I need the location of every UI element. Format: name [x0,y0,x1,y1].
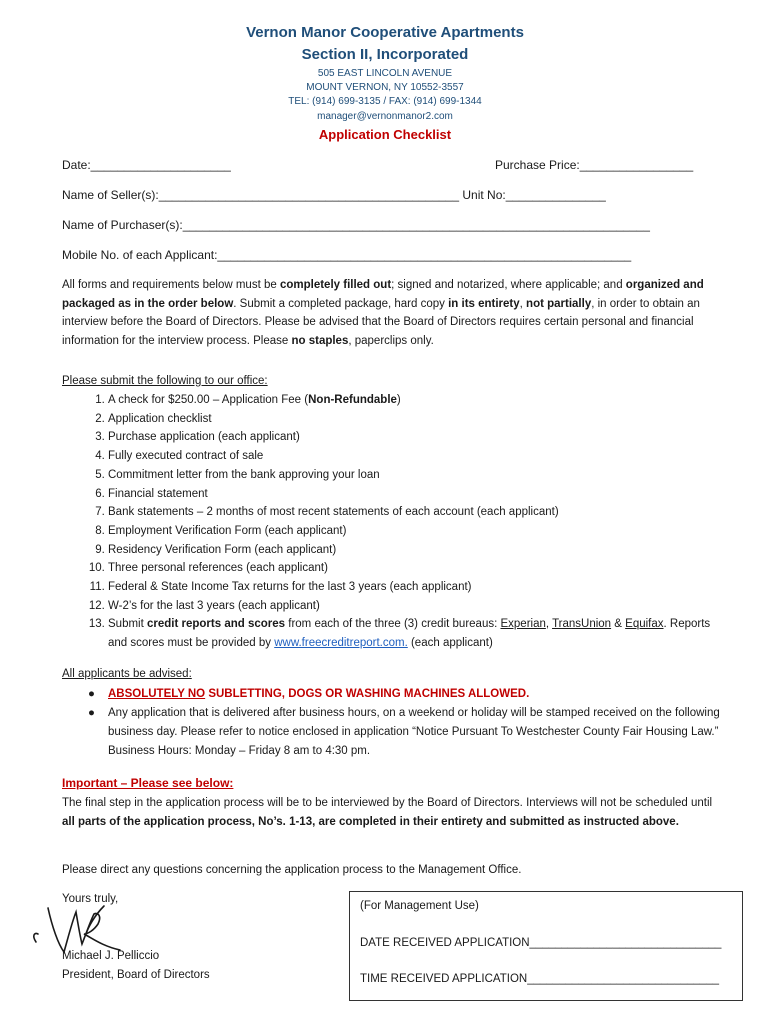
list-item: 7. Bank statements – 2 months of most recent statements of each account (each applicant) [108,503,718,522]
list-item: 10. Three personal references (each applicant) [108,559,718,578]
list-item: ● ABSOLUTELY NO SUBLETTING, DOGS OR WASHING MACHINES ALLOWED. [108,685,720,704]
list-item: 5. Commitment letter from the bank approving your loan [108,466,718,485]
transunion-link[interactable]: TransUnion [552,618,612,631]
management-use-label: (For Management Use) [360,900,479,912]
list-item: 8. Employment Verification Form (each applicant) [108,522,718,541]
org-name-line1: Vernon Manor Cooperative Apartments [246,24,524,41]
date-received-field[interactable]: DATE RECEIVED APPLICATION______________________________ [360,937,722,949]
purchase-price-field[interactable]: Purchase Price:_________________ [495,158,694,172]
direct-questions: Please direct any questions concerning the application process to the Management Office. [62,864,522,876]
list-item: ● Any application that is delivered after business hours, on a weekend or holiday will be stamped received on the following business day. Please refer to notice enclosed in application “Notice Pursuant To Westchester County Fair Housing Law.” Business Hours: Monday – Friday 8 am to 4:30 pm. [108,704,720,761]
advisories-list [62,685,720,761]
mobile-field[interactable]: Mobile No. of each Applicant:______________________________________________________________ [62,248,632,262]
list-item: 9. Residency Verification Form (each applicant) [108,541,718,560]
email-address: manager@vernonmanor2.com [317,111,453,122]
bullet-icon: ● [88,688,95,700]
list-item: 3. Purchase application (each applicant) [108,428,718,447]
list-item: 11. Federal & State Income Tax returns for the last 3 years (each applicant) [108,578,718,597]
address-line1: 505 EAST LINCOLN AVENUE [317,68,453,79]
seller-unit-field[interactable]: Name of Seller(s):_____________________________________________ Unit No:_______________ [62,188,606,202]
experian-link[interactable]: Experian [500,618,546,631]
list-item: 4. Fully executed contract of sale [108,447,718,466]
list-item: 13. Submit credit reports and scores from each of the three (3) credit bureaus: Experian, TransUnion & Equifax. Reports and scores must be provided by www.freecreditreport.com. (each applicant) [108,615,718,652]
submit-heading: Please submit the following to our office: [62,375,268,387]
signer-name: Michael J. Pelliccio [62,950,160,962]
intro-paragraph: All forms and requirements below must be completely filled out; signed and notarized, where applicable; and organized and packaged as in the order below. Submit a completed package, hard copy in its entirety, not partially, in order to obtain an interview before the Board of Directors. Please be advised that the Board of Directors requires certain personal and financial information for the interview process. Please no staples, paperclips only. [62,279,704,347]
phone-fax: TEL: (914) 699-3135 / FAX: (914) 699-1344 [288,96,482,107]
important-heading: Important – Please see below: [62,776,234,790]
date-field[interactable]: Date:_____________________ [62,158,231,172]
yours-truly: Yours truly, [62,893,119,905]
checklist-title: Application Checklist [318,127,452,142]
list-item: 2. Application checklist [108,410,718,429]
advised-heading: All applicants be advised: [62,668,192,680]
freecreditreport-link[interactable]: www.freecreditreport.com. [274,637,408,650]
list-item: 1. A check for $250.00 – Application Fee (Non-Refundable) [108,391,718,410]
bullet-icon: ● [88,707,95,719]
equifax-link[interactable]: Equifax [625,618,664,631]
requirements-list [62,391,718,653]
list-item: 6. Financial statement [108,485,718,504]
management-use-box [349,891,743,1001]
signer-title: President, Board of Directors [62,969,210,981]
list-item: 12. W-2’s for the last 3 years (each applicant) [108,597,718,616]
time-received-field[interactable]: TIME RECEIVED APPLICATION______________________________ [360,973,720,985]
org-name-line2: Section II, Incorporated [301,46,469,63]
important-paragraph: The final step in the application process will be to be interviewed by the Board of Directors. Interviews will not be scheduled until all parts of the application process, No’s. 1-13, are completed in their entirety and submitted as instructed above. [62,797,713,828]
purchaser-field[interactable]: Name of Purchaser(s):______________________________________________________________________ [62,218,650,232]
signature-image [28,898,138,958]
address-line2: MOUNT VERNON, NY 10552-3557 [306,82,464,93]
